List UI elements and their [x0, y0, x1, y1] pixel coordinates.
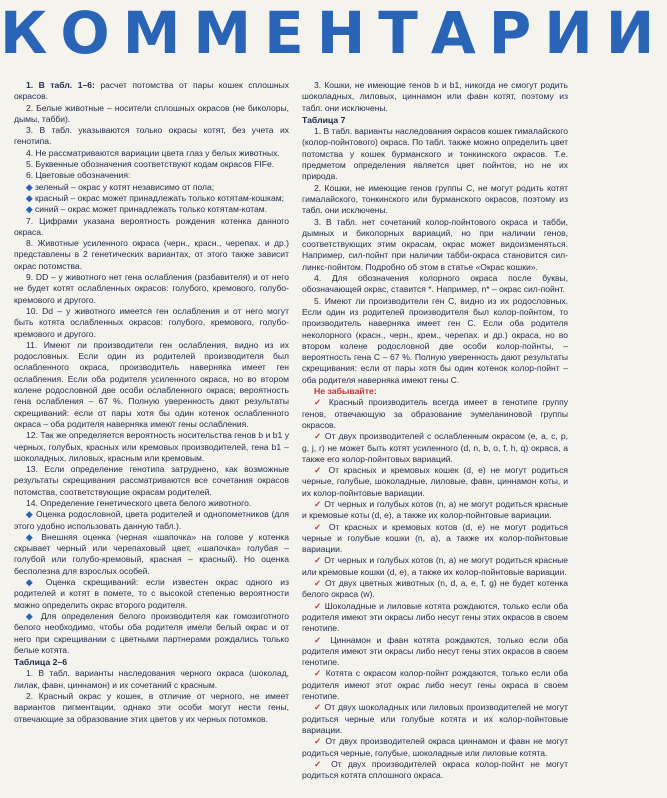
- paragraph: [302, 80, 568, 114]
- paragraph-text: Циннамон и фавн котята рождаются, только если оба родителя имеют эти окрасы либо несут гены этих окрасов в своем генотипе.: [302, 634, 568, 668]
- checkmark-icon: ✓: [314, 668, 323, 679]
- paragraph: [14, 125, 289, 148]
- paragraph: [302, 601, 568, 635]
- paragraph-text: От двух производителей окраса циннамон и фавн не могут родиться черные, голубые, шоколадные или лиловые котята.: [302, 736, 568, 758]
- section-heading: Таблица 2–6: [14, 657, 68, 668]
- paragraph-text: Внешняя оценка (черная «шапочка» на голове у котенка скрывает черный или черепаховый цвет, «шапочка» голубая – голубой или голубо-кремовый, красная – красный). Но оценка бесполезна для взрослых особей.: [14, 531, 289, 576]
- paragraph-text: От красных и кремовых котов (d, e) не могут родиться черные и голубые кошки (n, a), а также их колор-пойнтовые вариации.: [302, 521, 568, 555]
- paragraph: [14, 148, 289, 159]
- paragraph: [14, 238, 289, 272]
- paragraph-text: Котята с окрасом колор-пойнт рождаются, только если оба родителя имеют этот окрас либо несут гены окраса в своем генотипе.: [302, 668, 568, 702]
- paragraph-text: От красных и кремовых кошек (d, e) не могут родиться черные, голубые, шоколадные, лиловые, фавн, циннамон коты, и их колор-пойнтовые вариации.: [302, 465, 568, 498]
- paragraph-text: 9. DD – у животного нет гена ослабления (разбавителя) и от него не будет котят ослабленных окрасов: голубого, кремового, голубо-кремового и другого.: [14, 272, 289, 305]
- paragraph: [14, 170, 289, 181]
- paragraph-text: От двух шоколадных или лиловых производителей не могут родиться черные или голубые котята и их колор-пойнтовые вариации.: [302, 702, 568, 735]
- paragraph-text: Красный производитель всегда имеет в генотипе группу генов, отвечающую за образование эумеланиновой группы окрасов.: [302, 397, 568, 430]
- paragraph-text: От двух цветных животных (n, d, a, e, f, g) не будет котенка белого окраса (w).: [302, 578, 568, 600]
- paragraph: [302, 668, 568, 702]
- paragraph: [14, 306, 289, 340]
- paragraph: [14, 668, 289, 691]
- paragraph: [302, 183, 568, 217]
- paragraph-text: Шоколадные и лиловые котята рождаются, только если оба родителя имеют эти окрасы либо несут гены этих окрасов в своем генотипе.: [302, 600, 568, 634]
- paragraph: [302, 702, 568, 736]
- paragraph-text: 8. Животные усиленного окраса (черн., красн., черепах. и др.) представлены в 2 генетических вариантах, от этого также зависит окрас потомства.: [14, 238, 289, 271]
- section-heading: Таблица 7: [302, 114, 346, 125]
- paragraph: [14, 611, 289, 656]
- bullet-icon: ◆: [26, 577, 38, 588]
- paragraph: [302, 397, 568, 431]
- checkmark-icon: ✓: [314, 758, 325, 769]
- paragraph-text: От двух производителей окраса колор-пойнт не могут родиться котята сплошного окраса.: [302, 758, 568, 781]
- paragraph: [302, 635, 568, 669]
- paragraph-text: 1. В табл. варианты наследования черного окраса (шоколад, лилак, фавн, циннамон) и их сочетаний с красным.: [14, 668, 289, 690]
- paragraph: [14, 691, 289, 725]
- paragraph-text: расчет потомства от пары кошек сплошных окрасов.: [14, 80, 289, 102]
- paragraph-text: 2. Белые животные – носители сплошных окрасов (не биколоры, дымы, табби).: [14, 102, 289, 124]
- paragraph-text: От черных и голубых котов (n, a) не могут родиться красные или кремовые кошки (d, e), а также их колор-пойнтовые вариации.: [302, 555, 568, 577]
- checkmark-icon: ✓: [314, 555, 322, 566]
- paragraph-text: 12. Так же определяется вероятность носительства генов b и b1 у черных, голубых, красных или кремовых производителей, гена b1 – шоколадных, лиловых, красным или кремовым.: [14, 430, 289, 463]
- paragraph: [302, 431, 568, 465]
- paragraph-text: Оценка родословной, цвета родителей и однопометников (для этого удобно использовать данную табл.).: [14, 509, 289, 531]
- paragraph-text: красный – окрас может принадлежать только котятам-кошкам;: [32, 192, 284, 203]
- paragraph-text: 5. Имеют ли производители ген С, видно из их родословных. Если один из родителей производителя был колор-пойнтом, то производитель наверняка имеет ген С. Если оба родителя неколорного (красн., черн., крем., черепах. и др.) окраса, но во втором колене родословной две особи колор-пойнты, – вероятность гена С – 67 %. Полную уверенность дают результаты скрещивания: если от пары хотя бы один котенок колор-пойнт – оба родителя наверняка имеют гены С.: [302, 295, 568, 385]
- paragraph: [302, 296, 568, 386]
- paragraph-text: 14. Определение генетического цвета белого животного.: [26, 497, 252, 508]
- checkmark-icon: ✓: [314, 431, 322, 442]
- paragraph: [14, 340, 289, 430]
- bullet-icon: ◆: [26, 509, 34, 520]
- checkmark-icon: ✓: [314, 736, 323, 747]
- paragraph-text: 3. В табл. нет сочетаний колор-пойнтового окраса и табби, дымных и биколорных вариаций, но при наличии генов, соответствующих этим окрасам, окрас может видоизменяться. Например, сил-пойнт при наличии табби-окраса становится сил-линкс-пойнтом. Подробно об этом в статье «Окрас кошки».: [302, 216, 568, 272]
- paragraph-lead: 1. В табл. 1–6:: [26, 80, 95, 90]
- paragraph-text: синий – окрас может принадлежать только котятам-котам.: [32, 204, 267, 215]
- paragraph: [14, 80, 289, 103]
- paragraph: [302, 273, 568, 296]
- paragraph: [302, 555, 568, 578]
- right-column: [302, 80, 568, 781]
- checkmark-icon: ✓: [314, 600, 322, 611]
- page-title: КОММЕНТАРИИ: [0, 0, 667, 67]
- paragraph-text: 10. Dd – у животного имеется ген ослабления и от него могут быть котята ослабленных окрасов: голубого, кремового, голубо-кремового и другого.: [14, 305, 289, 339]
- paragraph-text: От черных и голубых котов (n, a) не могут родиться красные и кремовые коты (d, e), а также их колор-пойнтовые вариации.: [302, 498, 568, 521]
- bullet-icon: ◆: [26, 610, 36, 621]
- note-heading: Не забывайте:: [314, 386, 377, 397]
- paragraph: [14, 464, 289, 498]
- checkmark-icon: ✓: [314, 578, 322, 589]
- paragraph: [302, 736, 568, 759]
- paragraph: [14, 159, 289, 170]
- paragraph-text: 1. В табл. варианты наследования окрасов кошек гималайского (колор-пойнтового) окраса. По табл. также можно определить цвет потомства у кошек бурманского и тонкинского окрасов. Т.е. предметом определения является цвет пойнтов, но не их природа.: [302, 126, 568, 182]
- paragraph: [14, 430, 289, 464]
- checkmark-icon: ✓: [314, 397, 324, 408]
- checkmark-icon: ✓: [314, 498, 322, 509]
- paragraph: [14, 532, 289, 577]
- paragraph: [14, 216, 289, 239]
- paragraph-text: 2. Красный окрас у кошек, в отличие от черного, не имеет вариантов пигментации, однако эти особи могут нести гены, отвечающие за образование этих цветов у их черных потомков.: [14, 691, 289, 724]
- paragraph: [302, 217, 568, 273]
- paragraph: [14, 509, 289, 532]
- bullet-icon: ◆: [26, 181, 33, 192]
- checkmark-icon: ✓: [314, 702, 322, 713]
- paragraph-text: 5. Буквенные обозначения соответствуют кодам окрасов FIFe.: [26, 159, 275, 170]
- paragraph: [302, 499, 568, 522]
- paragraph-text: 11. Имеют ли производители ген ослабления, видно из их родословных. Если один из родителей производителя был ослабленного окраса, производитель наверняка имеет ген ослабления. Если оба родителя усиленного окраса, но во втором колене родословной две особи ослабленного окраса; вероятность гена ослабления – 67 %. Полную уверенность дают результаты скрещиваний: если от пары хотя бы один котенок ослабленного окраса – оба родителя наверняка имеют гены ослабления.: [14, 339, 289, 429]
- paragraph-text: 4. Для обозначения колорного окраса после буквы, обозначающей окрас, ставится *. Например, n* – окрас сил-пойнт.: [302, 273, 568, 295]
- checkmark-icon: ✓: [314, 465, 324, 476]
- bullet-icon: ◆: [26, 204, 33, 215]
- paragraph-text: 6. Цветовые обозначения:: [26, 170, 131, 181]
- paragraph: [14, 272, 289, 306]
- left-column: [14, 80, 289, 725]
- paragraph: [302, 465, 568, 499]
- paragraph: [14, 204, 289, 215]
- paragraph: [14, 193, 289, 204]
- bullet-icon: ◆: [26, 192, 33, 203]
- bullet-icon: ◆: [26, 531, 36, 542]
- paragraph-text: 2. Кошки, не имеющие генов группы С, не могут родить котят гималайского, тонкинского или бурманского окрасов, поэтому из табл. они исключены.: [302, 182, 568, 216]
- paragraph: [14, 182, 289, 193]
- paragraph: [302, 126, 568, 182]
- paragraph-text: Оценка скрещиваний: если известен окрас одного из родителей и котят в помете, то с высокой степенью вероятности можно определить окрас второго родителя.: [14, 577, 289, 610]
- paragraph-text: 3. В табл. указываются только окрасы котят, без учета их генотипа.: [14, 125, 289, 147]
- paragraph: [302, 759, 568, 782]
- paragraph: [302, 522, 568, 556]
- paragraph: [14, 577, 289, 611]
- paragraph-text: 7. Цифрами указана вероятность рождения котенка данного окраса.: [14, 215, 289, 237]
- paragraph-text: 13. Если определение генотипа затруднено, как возможные результаты скрещивания рассматриваются все сочетания окрасов потомства, соответствующие окрасам родителей.: [14, 464, 289, 497]
- checkmark-icon: ✓: [314, 634, 325, 645]
- paragraph-text: 4. Не рассматриваются вариации цвета глаз у белых животных.: [26, 147, 280, 158]
- paragraph-text: 3. Кошки, не имеющие генов b и b1, никогда не смогут родить шоколадных, лиловых, циннамон или фавн котят, поэтому из табл. они исключены.: [302, 80, 568, 113]
- paragraph-text: Для определения белого производителя как гомозиготного белого необходимо, чтобы оба родителя имели белый окрас и от него при скрещивании с цветными партнерами рождались только белые котята.: [14, 610, 289, 655]
- paragraph-text: зеленый – окрас у котят независимо от пола;: [32, 181, 215, 192]
- paragraph: [302, 578, 568, 601]
- checkmark-icon: ✓: [314, 521, 324, 532]
- paragraph-text: От двух производителей с ослабленным окрасом (e, a, c, p, g, j, r) не может быть котят усиленного (d, n, b, o, f, h, q) окраса, а также его колор-пойнтовых вариаций.: [302, 431, 568, 464]
- paragraph: [14, 103, 289, 126]
- paragraph: [14, 498, 289, 509]
